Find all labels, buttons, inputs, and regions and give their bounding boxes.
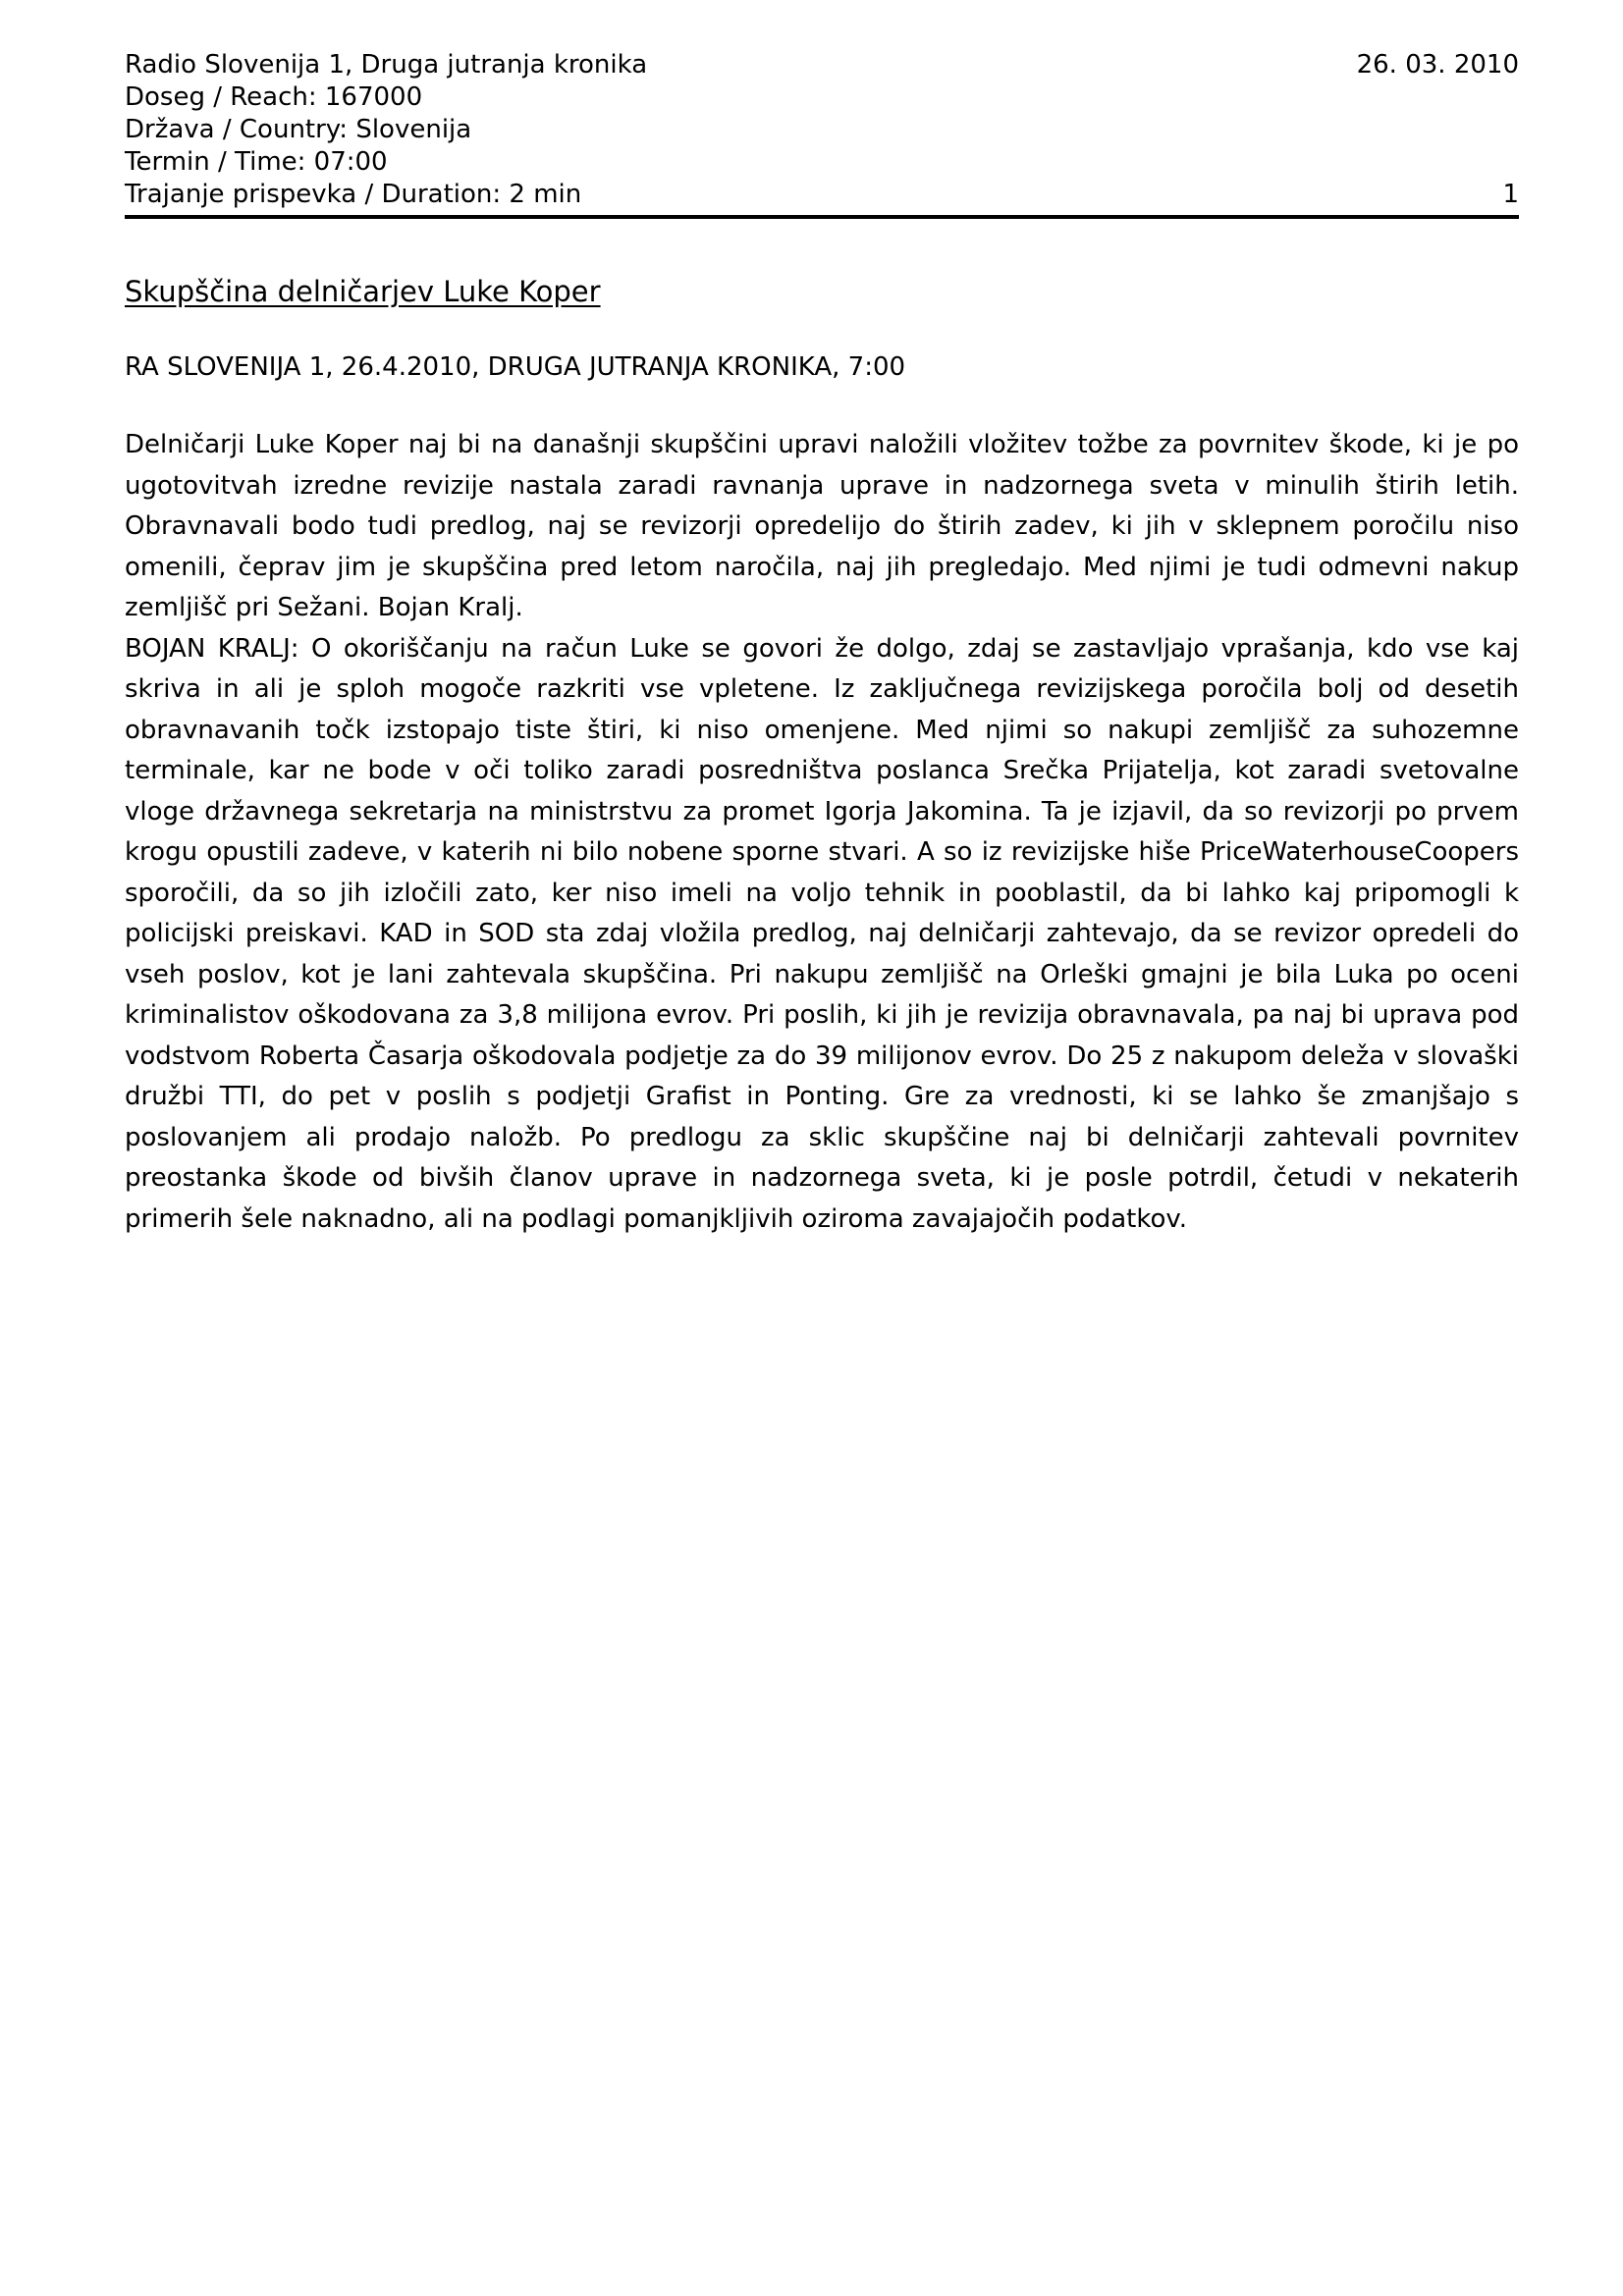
page-number: 1 bbox=[1502, 180, 1519, 209]
article-paragraph-report: BOJAN KRALJ: O okoriščanju na račun Luke se govori že dolgo, zdaj se zastavljajo vprašanja, kdo vse kaj skriva in ali je sploh mogoče razkriti vse vpletene. Iz zaključnega revizijskega poročila bolj od desetih obravnavanih točk izstopajo tiste štiri, ki niso omenjene. Med njimi so nakupi zemljišč za suhozemne terminale, kar ne bode v oči toliko zaradi posredništva poslanca Srečka Prijatelja, kot zaradi svetovalne vloge državnega sekretarja na ministrstvu za promet Igorja Jakomina. Ta je izjavil, da so revizorji po prvem krogu opustili zadeve, v katerih ni bilo nobene sporne stvari. A so iz revizijske hiše PriceWaterhouseCoopers sporočili, da so jih izločili zato, ker niso imeli na voljo tehnik in pooblastil, da bi lahko kaj pripomogli k policijski preiskavi. KAD in SOD sta zdaj vložila predlog, naj delničarji zahtevajo, da se revizor opredeli do vseh poslov, kot je lani zahtevala skupščina. Pri nakupu zemljišč na Orleški gmajni je bila Luka po oceni kriminalistov oškodovana za 3,8 milijona evrov. Pri poslih, ki jih je revizija obravnavala, pa naj bi uprava pod vodstvom Roberta Časarja oškodovala podjetje za do 39 milijonov evrov. Do 25 z nakupom deleža v slovaški družbi TTI, do pet v poslih s podjetji Grafist in Ponting. Gre za vrednosti, ki se lahko še zmanjšajo s poslovanjem ali prodajo naložb. Po predlogu za sklic skupščine naj bi delničarji zahtevali povrnitev preostanka škode od bivših članov uprave in nadzornega sveta, ki je posle potrdil, četudi v nekaterih primerih šele naknadno, ali na podlagi pomanjkljivih oziroma zavajajočih podatkov. bbox=[125, 633, 1519, 1234]
header-line-time bbox=[125, 146, 1519, 179]
time-info: Termin / Time: 07:00 bbox=[125, 147, 388, 177]
duration-info: Trajanje prispevka / Duration: 2 min bbox=[125, 180, 582, 209]
header-line-reach bbox=[125, 81, 1519, 114]
article-paragraph-intro: Delničarji Luke Koper naj bi na današnji skupščini upravi naložili vložitev tožbe za povrnitev škode, ki je po ugotovitvah izredne revizije nastala zaradi ravnanja uprave in nadzornega sveta v minulih štirih letih. Obravnavali bodo tudi predlog, naj se revizorji opredelijo do štirih zadev, ki jih v sklepnem poročilu niso omenili, čeprav jim je skupščina pred letom naročila, naj jih pregledajo. Med njimi je tudi odmevni nakup zemljišč pri Sežani. Bojan Kralj. bbox=[125, 430, 1519, 622]
header-line-station bbox=[125, 49, 1519, 81]
document-header bbox=[125, 49, 1519, 219]
header-line-country bbox=[125, 114, 1519, 146]
article-source-line: RA SLOVENIJA 1, 26.4.2010, DRUGA JUTRANJA KRONIKA, 7:00 bbox=[125, 352, 906, 382]
article-body bbox=[125, 425, 1519, 1240]
broadcast-date: 26. 03. 2010 bbox=[1356, 50, 1519, 80]
station-name: Radio Slovenija 1, Druga jutranja kronika bbox=[125, 50, 648, 80]
document-page bbox=[125, 49, 1519, 1240]
country-info: Država / Country: Slovenija bbox=[125, 115, 472, 144]
header-line-duration bbox=[125, 179, 1519, 211]
reach-info: Doseg / Reach: 167000 bbox=[125, 82, 423, 112]
article-title: Skupščina delničarjev Luke Koper bbox=[125, 275, 601, 308]
